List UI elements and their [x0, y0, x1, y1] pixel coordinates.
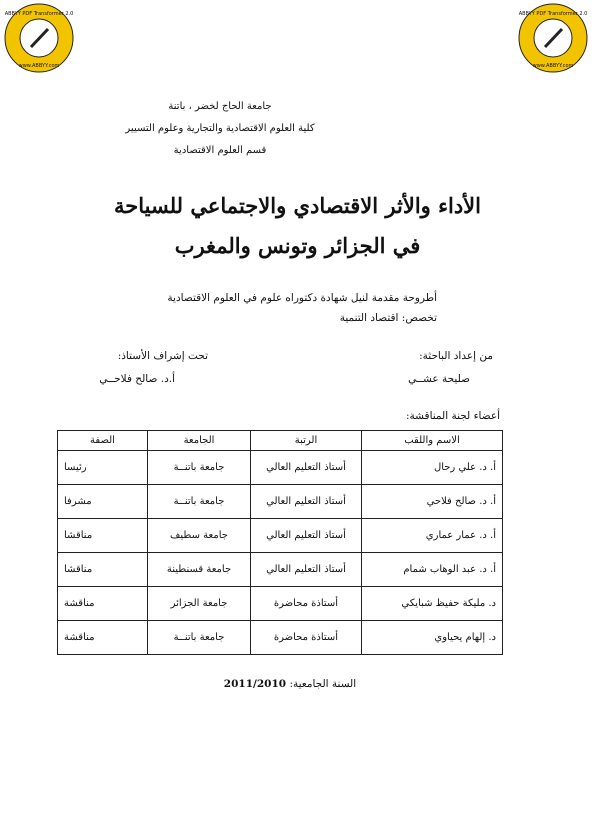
university-name: جامعة الحاج لخضر ، باتنة	[168, 101, 272, 112]
member-rank: أستاذة محاضرة	[251, 621, 362, 655]
academic-year	[160, 678, 420, 690]
member-name: د. مليكة حفيظ شبايكي	[362, 587, 503, 621]
table-row	[58, 587, 503, 621]
department-name: قسم العلوم الاقتصادية	[173, 145, 267, 156]
table-row	[58, 485, 503, 519]
member-role: رئيسا	[58, 451, 148, 485]
header-role: الصفة	[58, 431, 148, 451]
table-row	[58, 519, 503, 553]
abbyy-badge-left[interactable]	[4, 3, 74, 73]
header-university: الجامعة	[148, 431, 251, 451]
header-rank: الرتبة	[251, 431, 362, 451]
member-university: جامعة باتنــة	[148, 485, 251, 519]
badge-text-left: ABBYY PDF Transformer 2.0	[4, 11, 74, 17]
thesis-description: أطروحة مقدمة لنيل شهادة دكتوراه علوم في العلوم الاقتصادية	[167, 292, 437, 304]
header-name: الاسم واللقب	[362, 431, 503, 451]
member-name: أ. د. عبد الوهاب شمام	[362, 553, 503, 587]
academic-year-value: 2011/2010	[223, 678, 287, 690]
table-header-row	[58, 431, 503, 451]
faculty-name: كلية العلوم الاقتصادية والتجارية وعلوم التسيير	[125, 123, 315, 134]
member-role: مناقشة	[58, 621, 148, 655]
badge-url-left: www.ABBYY.com	[18, 63, 60, 69]
prepared-by-label: من إعداد الباحثة:	[419, 350, 493, 362]
supervisor-label: تحت إشراف الأستاذ:	[117, 350, 208, 362]
table-row	[58, 553, 503, 587]
member-name: د. إلهام يحياوي	[362, 621, 503, 655]
member-university: جامعة الجزائر	[148, 587, 251, 621]
thesis-title-line1: الأداء والأثر الاقتصادي والاجتماعي للسياحة	[114, 193, 481, 218]
researcher-name: صليحة عشــي	[408, 373, 470, 385]
member-rank: أستاذ التعليم العالي	[251, 519, 362, 553]
member-rank: أستاذة محاضرة	[251, 587, 362, 621]
member-university: جامعة قسنطينة	[148, 553, 251, 587]
member-role: مناقشا	[58, 553, 148, 587]
academic-year-label: السنة الجامعية:	[289, 678, 357, 690]
abbyy-badge-right[interactable]	[518, 3, 588, 73]
member-role: مناقشة	[58, 587, 148, 621]
member-university: جامعة سطيف	[148, 519, 251, 553]
member-role: مشرفا	[58, 485, 148, 519]
committee-table	[57, 430, 503, 655]
member-university: جامعة باتنــة	[148, 621, 251, 655]
supervisor-name: أ.د. صالح فلاحــي	[99, 373, 175, 385]
member-name: أ. د. صالح فلاحي	[362, 485, 503, 519]
member-university: جامعة باتنــة	[148, 451, 251, 485]
member-rank: أستاذ التعليم العالي	[251, 451, 362, 485]
member-rank: أستاذ التعليم العالي	[251, 485, 362, 519]
member-role: مناقشا	[58, 519, 148, 553]
member-name: أ. د. عمار عماري	[362, 519, 503, 553]
badge-url-right: www.ABBYY.com	[532, 63, 574, 69]
member-name: أ. د. علي رحال	[362, 451, 503, 485]
thesis-specialty: تخصص: اقتصاد التنمية	[339, 312, 437, 324]
thesis-title-line2: في الجزائر وتونس والمغرب	[174, 233, 421, 258]
table-row	[58, 451, 503, 485]
member-rank: أستاذ التعليم العالي	[251, 553, 362, 587]
committee-label: أعضاء لجنة المناقشة:	[406, 410, 500, 422]
table-row	[58, 621, 503, 655]
badge-text-right: ABBYY PDF Transformer 2.0	[518, 11, 588, 17]
